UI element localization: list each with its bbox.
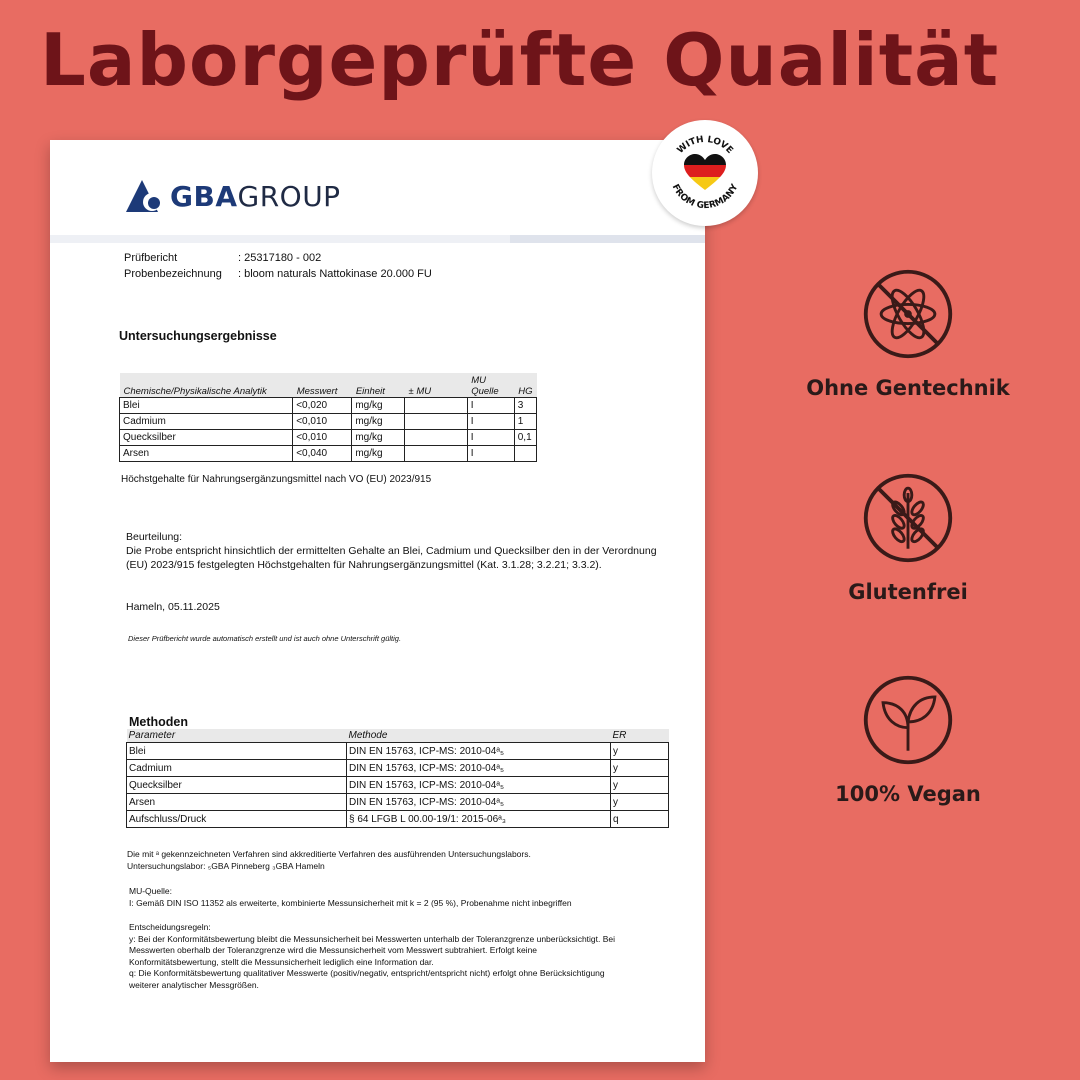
- table-row: [120, 446, 537, 462]
- table-cell: 1: [514, 414, 536, 430]
- pruefbericht-value: : 25317180 - 002: [238, 252, 322, 264]
- methods-col-er: ER: [611, 729, 669, 743]
- feature-label: Ohne Gentechnik: [806, 376, 1010, 400]
- table-cell: I: [467, 398, 514, 414]
- with-love-from-germany-badge: [652, 120, 758, 226]
- table-cell: [405, 446, 468, 462]
- table-cell: Cadmium: [120, 414, 293, 430]
- rules-line: weiterer analytischer Messgrößen.: [129, 979, 259, 990]
- no-gmo-atom-icon: [860, 266, 956, 362]
- table-cell: [405, 430, 468, 446]
- methods-title: Methoden: [129, 715, 189, 729]
- lab-report-document: [50, 140, 705, 1062]
- table-cell: y: [611, 777, 669, 794]
- table-row: [127, 760, 669, 777]
- table-cell: Blei: [127, 743, 347, 760]
- table-cell: Aufschluss/Druck: [127, 811, 347, 828]
- results-table: [119, 373, 537, 462]
- table-cell: I: [467, 430, 514, 446]
- table-cell: Cadmium: [127, 760, 347, 777]
- table-cell: DIN EN 15763, ICP-MS: 2010-04ᵃ₅: [347, 760, 611, 777]
- table-row: [127, 811, 669, 828]
- logo-gba-text: GBA: [170, 179, 238, 213]
- feature-glutenfrei: [768, 470, 1048, 604]
- table-cell: DIN EN 15763, ICP-MS: 2010-04ᵃ₅: [347, 777, 611, 794]
- table-cell: I: [467, 446, 514, 462]
- rules-line: Konformitätsbewertung, stellt die Messunsicherheit lediglich eine Information dar.: [129, 956, 434, 967]
- gluten-free-wheat-icon: [860, 470, 956, 566]
- probe-value: : bloom naturals Nattokinase 20.000 FU: [238, 268, 432, 280]
- rules-label: Entscheidungsregeln:: [129, 922, 211, 932]
- badge-top-text: WITH LOVE: [675, 134, 735, 156]
- accreditation-note: Die mit ᵃ gekennzeichneten Verfahren sind akkreditierte Verfahren des ausführenden Untersuchungslabors.: [127, 849, 531, 859]
- rules-line: Messwerten oberhalb der Toleranzgrenze wird die Messunsicherheit vom Messwert subtrahiert. Erfolgt keine: [129, 945, 538, 955]
- table-cell: 3: [514, 398, 536, 414]
- hg-note: Höchstgehalte für Nahrungsergänzungsmittel nach VO (EU) 2023/915: [121, 474, 432, 485]
- feature-label: Glutenfrei: [848, 580, 968, 604]
- beurteilung-line-1: Die Probe entspricht hinsichtlich der ermittelten Gehalte an Blei, Cadmium und Quecksilber den in der Verordnung: [126, 545, 657, 557]
- table-cell: <0,020: [293, 398, 352, 414]
- place-date: Hameln, 05.11.2025: [126, 601, 220, 613]
- results-col-mu: ± MU: [405, 373, 468, 398]
- table-cell: y: [611, 743, 669, 760]
- feature-ohne-gentechnik: [768, 266, 1048, 400]
- badge-bottom-text: FROM GERMANY: [669, 182, 741, 212]
- table-row: [120, 430, 537, 446]
- pruefbericht-label: Prüfbericht: [124, 252, 178, 264]
- table-cell: mg/kg: [352, 398, 405, 414]
- table-cell: <0,010: [293, 414, 352, 430]
- methods-col-methode: Methode: [347, 729, 611, 743]
- table-cell: y: [611, 794, 669, 811]
- beurteilung-label: Beurteilung:: [126, 531, 183, 543]
- table-row: [120, 398, 537, 414]
- results-title: Untersuchungsergebnisse: [119, 329, 277, 343]
- logo-group-text: GROUP: [237, 179, 341, 213]
- methods-table: [126, 729, 669, 828]
- header-stripe-accent: [510, 235, 705, 243]
- probe-label: Probenbezeichnung: [124, 268, 222, 280]
- methods-col-parameter: Parameter: [127, 729, 347, 743]
- page-headline: Laborgeprüfte Qualität: [40, 18, 1000, 102]
- table-cell: <0,040: [293, 446, 352, 462]
- feature-vegan: [768, 672, 1048, 806]
- results-col-hg: HG: [514, 373, 536, 398]
- table-row: [127, 743, 669, 760]
- table-cell: [405, 398, 468, 414]
- table-cell: 0,1: [514, 430, 536, 446]
- table-cell: y: [611, 760, 669, 777]
- rules-line: y: Bei der Konformitätsbewertung bleibt die Messunsicherheit bei Messwerten unterhalb der Toleranzgrenze unberücksichtigt. Bei: [129, 933, 616, 944]
- table-cell: <0,010: [293, 430, 352, 446]
- results-col-messwert: Messwert: [293, 373, 352, 398]
- feature-label: 100% Vegan: [835, 782, 981, 806]
- german-flag-heart-icon: [682, 152, 728, 191]
- gba-logo-icon: [124, 176, 168, 216]
- table-cell: Arsen: [127, 794, 347, 811]
- table-row: [127, 777, 669, 794]
- table-cell: Arsen: [120, 446, 293, 462]
- mu-quelle-label: MU-Quelle:: [129, 886, 172, 896]
- table-row: [127, 794, 669, 811]
- beurteilung-line-2: (EU) 2023/915 festgelegten Höchstgehalten für Nahrungsergänzungsmittel (Kat. 3.1.28; 3.2.21; 3.3.2).: [126, 559, 602, 571]
- table-cell: mg/kg: [352, 446, 405, 462]
- vegan-sprout-icon: [860, 672, 956, 768]
- results-col-analytik: Chemische/Physikalische Analytik: [120, 373, 293, 398]
- mu-quelle-text: I: Gemäß DIN ISO 11352 als erweiterte, kombinierte Messunsicherheit mit k = 2 (95 %), Probenahme nicht inbegriffen: [129, 897, 572, 908]
- rules-line: q: Die Konformitätsbewertung qualitativer Messwerte (positiv/negativ, entspricht/entspricht nicht) erfolgt ohne Berücksichtigung: [129, 968, 605, 978]
- auto-generated-note: Dieser Prüfbericht wurde automatisch erstellt und ist auch ohne Unterschrift gültig.: [128, 634, 402, 643]
- labor-note: Untersuchungslabor: ₅GBA Pinneberg ₃GBA Hameln: [127, 860, 325, 871]
- gba-group-logo: [124, 176, 341, 216]
- table-cell: [405, 414, 468, 430]
- table-cell: I: [467, 414, 514, 430]
- results-col-mu-quelle: MU Quelle: [467, 373, 514, 398]
- table-cell: Blei: [120, 398, 293, 414]
- table-cell: [514, 446, 536, 462]
- table-row: [120, 414, 537, 430]
- table-cell: § 64 LFGB L 00.00-19/1: 2015-06ᵃ₃: [347, 811, 611, 828]
- table-cell: mg/kg: [352, 430, 405, 446]
- table-cell: q: [611, 811, 669, 828]
- table-cell: DIN EN 15763, ICP-MS: 2010-04ᵃ₅: [347, 794, 611, 811]
- table-cell: Quecksilber: [127, 777, 347, 794]
- results-col-einheit: Einheit: [352, 373, 405, 398]
- table-cell: mg/kg: [352, 414, 405, 430]
- table-cell: Quecksilber: [120, 430, 293, 446]
- table-cell: DIN EN 15763, ICP-MS: 2010-04ᵃ₅: [347, 743, 611, 760]
